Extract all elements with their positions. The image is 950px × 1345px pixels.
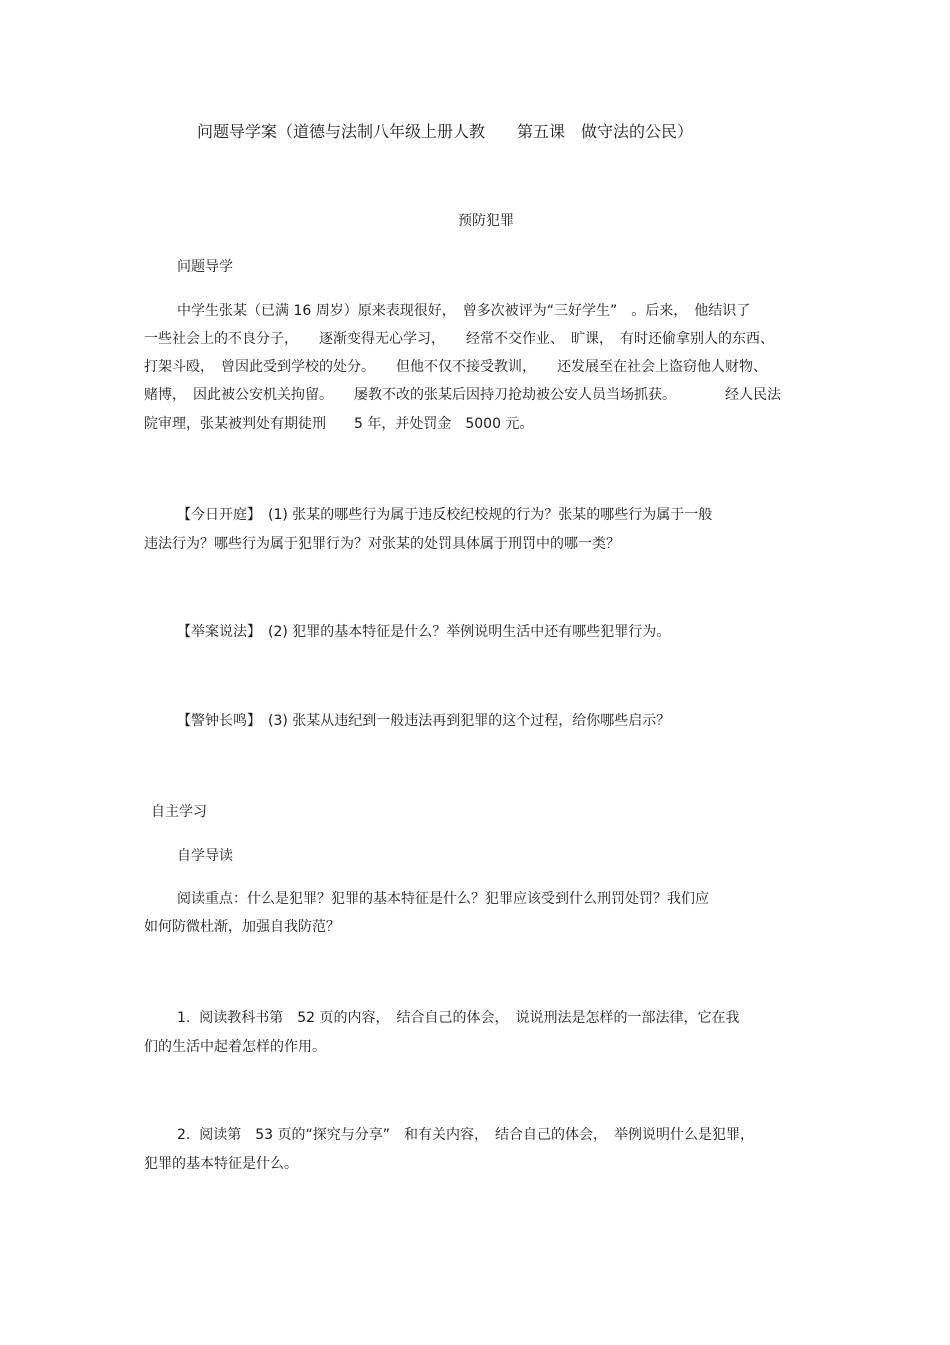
question-1-line: 【今日开庭】 (1) 张某的哪些行为属于违反校纪校规的行为？张某的哪些行为属于一般	[177, 507, 713, 523]
case-line: 院审理，张某被判处有期徒刑 5 年，并处罚金 5000 元。	[144, 416, 534, 432]
task-2-line: 犯罪的基本特征是什么。	[144, 1156, 298, 1172]
task-2-line: 2. 阅读第 53 页的“探究与分享” 和有关内容， 结合自己的体会， 举例说明什么是犯罪，	[177, 1127, 755, 1143]
reading-focus-line: 如何防微杜渐，加强自我防范？	[144, 919, 340, 935]
heading-self-reading: 自学导读	[177, 848, 233, 864]
case-line: 打架斗殴， 曾因此受到学校的处分。 但他不仅不接受教训， 还发展至在社会上盗窃他人财物、	[144, 359, 767, 375]
document-title: 问题导学案（道德与法制八年级上册人教 第五课 做守法的公民）	[197, 122, 694, 141]
case-line: 一些社会上的不良分子， 逐渐变得无心学习， 经常不交作业、 旷课， 有时还偷拿别人的东西、	[144, 331, 774, 347]
reading-focus-line: 阅读重点：什么是犯罪？犯罪的基本特征是什么？犯罪应该受到什么刑罚处罚？我们应	[177, 891, 709, 907]
heading-self-study: 自主学习	[151, 804, 207, 820]
question-2: 【举案说法】 (2) 犯罪的基本特征是什么？举例说明生活中还有哪些犯罪行为。	[177, 624, 671, 640]
heading-problem-guide: 问题导学	[177, 259, 233, 275]
case-line: 中学生张某（已满 16 周岁）原来表现很好， 曾多次被评为“三好学生” 。后来， 他结识了	[177, 303, 751, 319]
task-1-line: 们的生活中起着怎样的作用。	[144, 1039, 326, 1055]
section-title: 预防犯罪	[458, 213, 514, 229]
question-3: 【警钟长鸣】 (3) 张某从违纪到一般违法再到犯罪的这个过程，给你哪些启示？	[177, 713, 671, 729]
task-1-line: 1. 阅读教科书第 52 页的内容， 结合自己的体会， 说说刑法是怎样的一部法律，它在我	[177, 1010, 740, 1026]
question-1-line: 违法行为？哪些行为属于犯罪行为？对张某的处罚具体属于刑罚中的哪一类？	[144, 536, 620, 552]
case-line: 赌博， 因此被公安机关拘留。 屡教不改的张某后因持刀抢劫被公安人员当场抓获。 经人民法	[144, 387, 781, 403]
